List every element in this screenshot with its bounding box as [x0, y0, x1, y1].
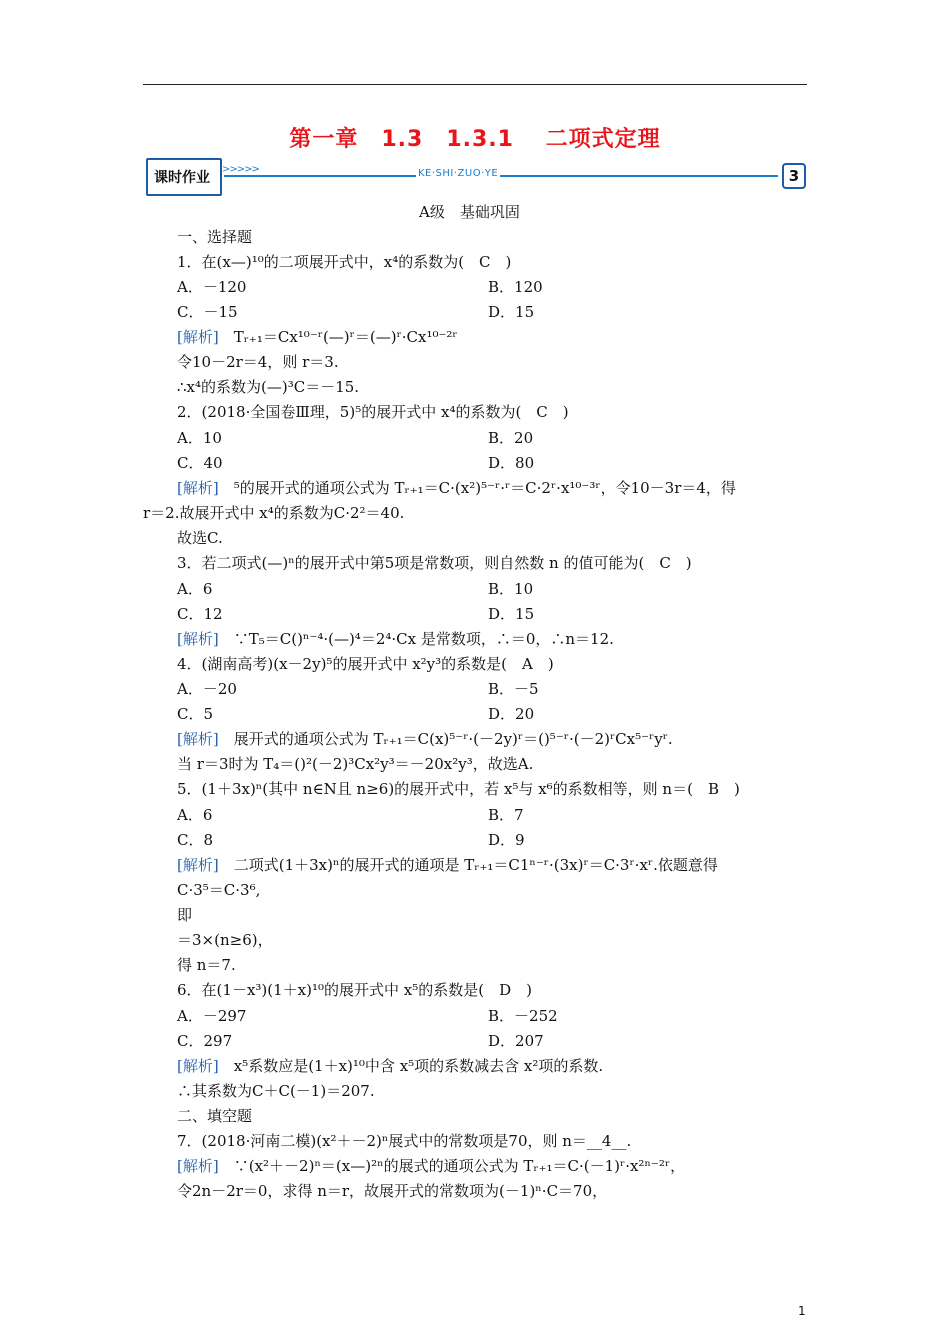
line-text: 二、填空题	[177, 1107, 253, 1125]
text-line	[177, 1106, 252, 1126]
line-text: 4．(湖南高考)(x－2y)⁵的展开式中 x²y³的系数是( A )	[177, 655, 554, 673]
line-text: C．5	[177, 705, 214, 723]
line-text: A．－20	[177, 680, 237, 698]
line-text: 6．在(1－x³)(1＋x)¹⁰的展开式中 x⁵的系数是( D )	[177, 981, 532, 999]
analysis-tag: [解析]	[177, 1157, 219, 1175]
line-text: ⁵的展开式的通项公式为 Tᵣ₊₁＝C·(x²)⁵⁻ʳ·ʳ＝C·2ʳ·x¹⁰⁻³ʳ，令10－3r＝4，得	[218, 479, 736, 497]
text-line	[177, 1156, 685, 1176]
text-line	[177, 252, 511, 272]
line-text: B．7	[488, 806, 524, 824]
top-rule	[143, 84, 807, 85]
text-line	[488, 277, 543, 297]
line-text: ∴x⁴的系数为(—)³C＝－15.	[177, 378, 360, 396]
text-line	[488, 830, 525, 850]
line-text: D．9	[488, 831, 525, 849]
text-line	[177, 880, 260, 900]
text-line	[177, 478, 736, 498]
line-text: D．20	[488, 705, 535, 723]
line-text: A．－120	[177, 278, 247, 296]
line-text: 故选C.	[177, 529, 223, 547]
line-text: ∴其系数为C＋C(－1)＝207.	[177, 1082, 375, 1100]
text-line	[177, 905, 192, 925]
text-line	[177, 579, 212, 599]
line-text: 得 n＝7.	[177, 956, 236, 974]
text-line	[488, 805, 524, 825]
analysis-tag: [解析]	[177, 630, 219, 648]
line-text: B．120	[488, 278, 543, 296]
text-line	[177, 428, 222, 448]
line-text: A．－297	[177, 1007, 247, 1025]
text-line	[177, 1031, 232, 1051]
text-line	[177, 1006, 246, 1026]
analysis-tag: [解析]	[177, 856, 219, 874]
line-text: C．8	[177, 831, 214, 849]
line-text: D．15	[488, 605, 535, 623]
analysis-tag: [解析]	[177, 328, 219, 346]
text-line	[177, 754, 533, 774]
line-text: 当 r＝3时为 T₄＝()²(－2)³Cx²y³＝－20x²y³，故选A.	[177, 755, 534, 773]
text-line	[177, 704, 213, 724]
text-line	[177, 453, 223, 473]
banner-label-box	[146, 158, 222, 196]
text-line	[177, 227, 252, 247]
text-line	[177, 377, 359, 397]
text-line	[177, 805, 212, 825]
text-line	[177, 402, 569, 422]
text-line	[177, 1081, 375, 1101]
text-line	[143, 503, 404, 523]
line-text: C．297	[177, 1032, 233, 1050]
line-text: A级 基础巩固	[419, 203, 520, 221]
line-text: 3．若二项式(—)ⁿ的展开式中第5项是常数项，则自然数 n 的值可能为( C )	[177, 554, 692, 572]
text-line	[488, 1006, 558, 1026]
text-line	[177, 1181, 607, 1201]
text-line	[488, 679, 539, 699]
line-text: 即	[177, 906, 193, 924]
line-text: ＝3×(n≥6)，	[177, 931, 273, 949]
page-number: 1	[798, 1304, 806, 1318]
banner-label: 课时作业	[154, 170, 210, 186]
line-text: C．12	[177, 605, 223, 623]
homework-banner	[146, 158, 806, 194]
line-text: r＝2.故展开式中 x⁴的系数为C·2²＝40.	[143, 504, 405, 522]
line-text: 展开式的通项公式为 Tᵣ₊₁＝C(x)⁵⁻ʳ·(－2y)ʳ＝()⁵⁻ʳ·(－2)ʳCx⁵⁻ʳyʳ.	[218, 730, 673, 748]
analysis-tag: [解析]	[177, 479, 219, 497]
text-line	[177, 629, 614, 649]
line-text: A．6	[177, 580, 213, 598]
line-text: Tᵣ₊₁＝Cx¹⁰⁻ʳ(—)ʳ＝(—)ʳ·Cx¹⁰⁻²ʳ	[218, 328, 458, 346]
line-text: B．10	[488, 580, 534, 598]
text-line	[488, 1031, 544, 1051]
text-line	[177, 830, 213, 850]
text-line	[177, 1131, 631, 1151]
text-line	[177, 302, 238, 322]
line-text: 令10－2r＝4，则 r＝3.	[177, 353, 339, 371]
line-text: C．－15	[177, 303, 238, 321]
text-line	[177, 779, 740, 799]
line-text: D．207	[488, 1032, 544, 1050]
text-line	[177, 980, 532, 1000]
line-text: 5．(1＋3x)ⁿ(其中 n∈N且 n≥6)的展开式中，若 x⁵与 x⁶的系数相等，则 n＝( B )	[177, 780, 740, 798]
line-text: 2．(2018·全国卷Ⅲ理，5)⁵的展开式中 x⁴的系数为( C )	[177, 403, 569, 421]
text-line	[177, 528, 223, 548]
banner-pinyin: KE·SHI·ZUO·YE	[418, 168, 499, 179]
analysis-tag: [解析]	[177, 730, 219, 748]
text-line	[177, 352, 339, 372]
line-text: A．10	[177, 429, 222, 447]
line-text: 二项式(1＋3x)ⁿ的展开式的通项是 Tᵣ₊₁＝C1ⁿ⁻ʳ·(3x)ʳ＝C·3ʳ·xʳ.依题意得	[218, 856, 718, 874]
line-text: A．6	[177, 806, 213, 824]
text-line	[177, 729, 673, 749]
text-line	[488, 453, 534, 473]
line-text: B．20	[488, 429, 534, 447]
banner-arrows: >>>>>	[222, 164, 259, 175]
banner-number-badge: 3	[782, 163, 806, 189]
text-line	[177, 930, 273, 950]
text-line	[177, 1056, 603, 1076]
text-line	[488, 604, 534, 624]
text-line	[177, 679, 237, 699]
line-text: 7．(2018·河南二模)(x²＋－2)ⁿ展式中的常数项是70，则 n＝__4__.	[177, 1132, 632, 1150]
banner-line	[224, 175, 778, 177]
line-text: ∵T₅＝C()ⁿ⁻⁴·(—)⁴＝2⁴·Cx 是常数项，∴＝0，∴n＝12.	[218, 630, 614, 648]
line-text: B．－5	[488, 680, 539, 698]
text-line	[177, 955, 236, 975]
text-line	[177, 855, 718, 875]
analysis-tag: [解析]	[177, 1057, 219, 1075]
line-text: 一、选择题	[177, 228, 253, 246]
text-line	[419, 202, 520, 222]
line-text: ∵(x²＋－2)ⁿ＝(x—)²ⁿ的展式的通项公式为 Tᵣ₊₁＝C·(－1)ʳ·x²ⁿ⁻²ʳ，	[218, 1157, 686, 1175]
text-line	[488, 302, 534, 322]
text-line	[488, 579, 533, 599]
line-text: 1．在(x—)¹⁰的二项展开式中，x⁴的系数为( C )	[177, 253, 512, 271]
line-text: x⁵系数应是(1＋x)¹⁰中含 x⁵项的系数减去含 x²项的系数.	[218, 1057, 604, 1075]
line-text: D．80	[488, 454, 535, 472]
text-line	[177, 654, 554, 674]
line-text: 令2n－2r＝0，求得 n＝r，故展开式的常数项为(－1)ⁿ·C＝70，	[177, 1182, 608, 1200]
text-line	[488, 428, 533, 448]
text-line	[177, 604, 223, 624]
line-text: C·3⁵＝C·3⁶,	[177, 881, 261, 899]
line-text: D．15	[488, 303, 535, 321]
text-line	[177, 277, 246, 297]
text-line	[488, 704, 534, 724]
line-text: C．40	[177, 454, 223, 472]
text-line	[177, 553, 692, 573]
page-title: 第一章 1.3 1.3.1 二项式定理	[289, 127, 661, 152]
text-line	[177, 327, 458, 347]
line-text: B．－252	[488, 1007, 558, 1025]
